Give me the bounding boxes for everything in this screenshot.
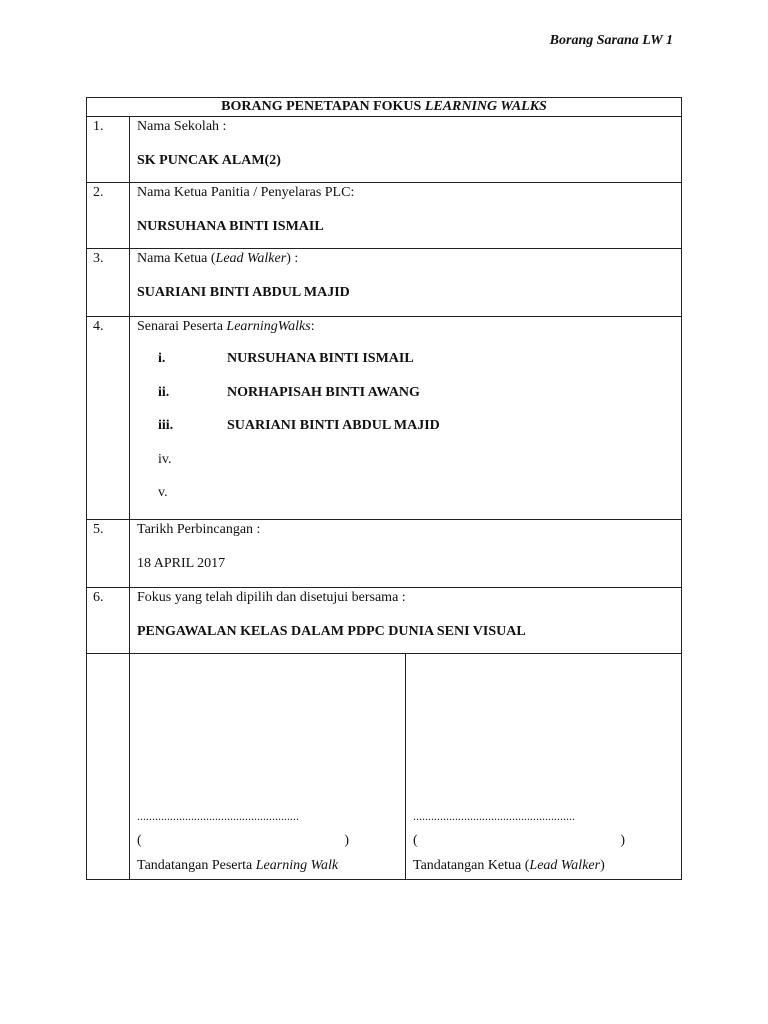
row-number: 6.	[93, 589, 104, 605]
list-item	[137, 485, 681, 519]
school-name-value: SK PUNCAK ALAM(2)	[137, 153, 281, 168]
learning-walks-form	[86, 97, 682, 880]
participant-name: NORHAPISAH BINTI AWANG	[227, 384, 420, 400]
discussion-date-value: 18 APRIL 2017	[137, 555, 226, 571]
panel-head-label: Nama Ketua Panitia / Penyelaras PLC:	[137, 185, 355, 200]
participant-list	[137, 351, 681, 519]
panel-head-value: NURSUHANA BINTI ISMAIL	[137, 219, 324, 234]
row-number: 4.	[93, 319, 104, 334]
list-item	[137, 418, 681, 452]
participant-name: NURSUHANA BINTI ISMAIL	[227, 351, 414, 366]
focus-value: PENGAWALAN KELAS DALAM PDPC DUNIA SENI VISUAL	[137, 623, 526, 639]
list-numeral: iii.	[158, 418, 174, 433]
row-signatures	[87, 653, 682, 879]
row-participants	[87, 317, 682, 520]
row-school-name	[87, 117, 682, 183]
name-parentheses: ( )	[137, 832, 349, 848]
leader-signature-block	[406, 653, 682, 879]
row-number: 1.	[93, 119, 104, 134]
list-numeral: i.	[158, 351, 166, 366]
signature-line: ......................................................	[413, 808, 575, 823]
focus-label: Fokus yang telah dipilih dan disetujui bersama :	[137, 589, 406, 605]
row-lead-walker	[87, 249, 682, 317]
row-panel-head	[87, 183, 682, 249]
row-focus	[87, 587, 682, 653]
form-title: BORANG PENETAPAN FOKUS LEARNING WALKS	[87, 98, 682, 117]
row-number: 3.	[93, 251, 104, 266]
signature-line: ......................................................	[137, 808, 299, 823]
list-numeral: ii.	[158, 384, 170, 400]
list-numeral: iv.	[158, 451, 172, 467]
participant-signature-block	[130, 653, 406, 879]
school-name-label: Nama Sekolah :	[137, 119, 227, 134]
list-item	[137, 452, 681, 486]
participants-label: Senarai Peserta LearningWalks:	[137, 319, 315, 334]
form-code: Borang Sarana LW 1	[549, 33, 673, 48]
discussion-date-label: Tarikh Perbincangan :	[137, 521, 261, 537]
row-number: 2.	[93, 185, 104, 200]
list-item	[137, 385, 681, 419]
lead-walker-value: SUARIANI BINTI ABDUL MAJID	[137, 285, 350, 300]
list-numeral: v.	[158, 485, 168, 500]
participant-name: SUARIANI BINTI ABDUL MAJID	[227, 418, 440, 433]
row-discussion-date	[87, 519, 682, 587]
participant-signature-label: Tandatangan Peserta Learning Walk	[137, 857, 339, 873]
row-number: 5.	[93, 521, 104, 537]
lead-walker-label: Nama Ketua (Lead Walker) :	[137, 251, 299, 266]
name-parentheses: ( )	[413, 832, 625, 848]
leader-signature-label: Tandatangan Ketua (Lead Walker)	[413, 857, 605, 873]
list-item	[137, 351, 681, 385]
